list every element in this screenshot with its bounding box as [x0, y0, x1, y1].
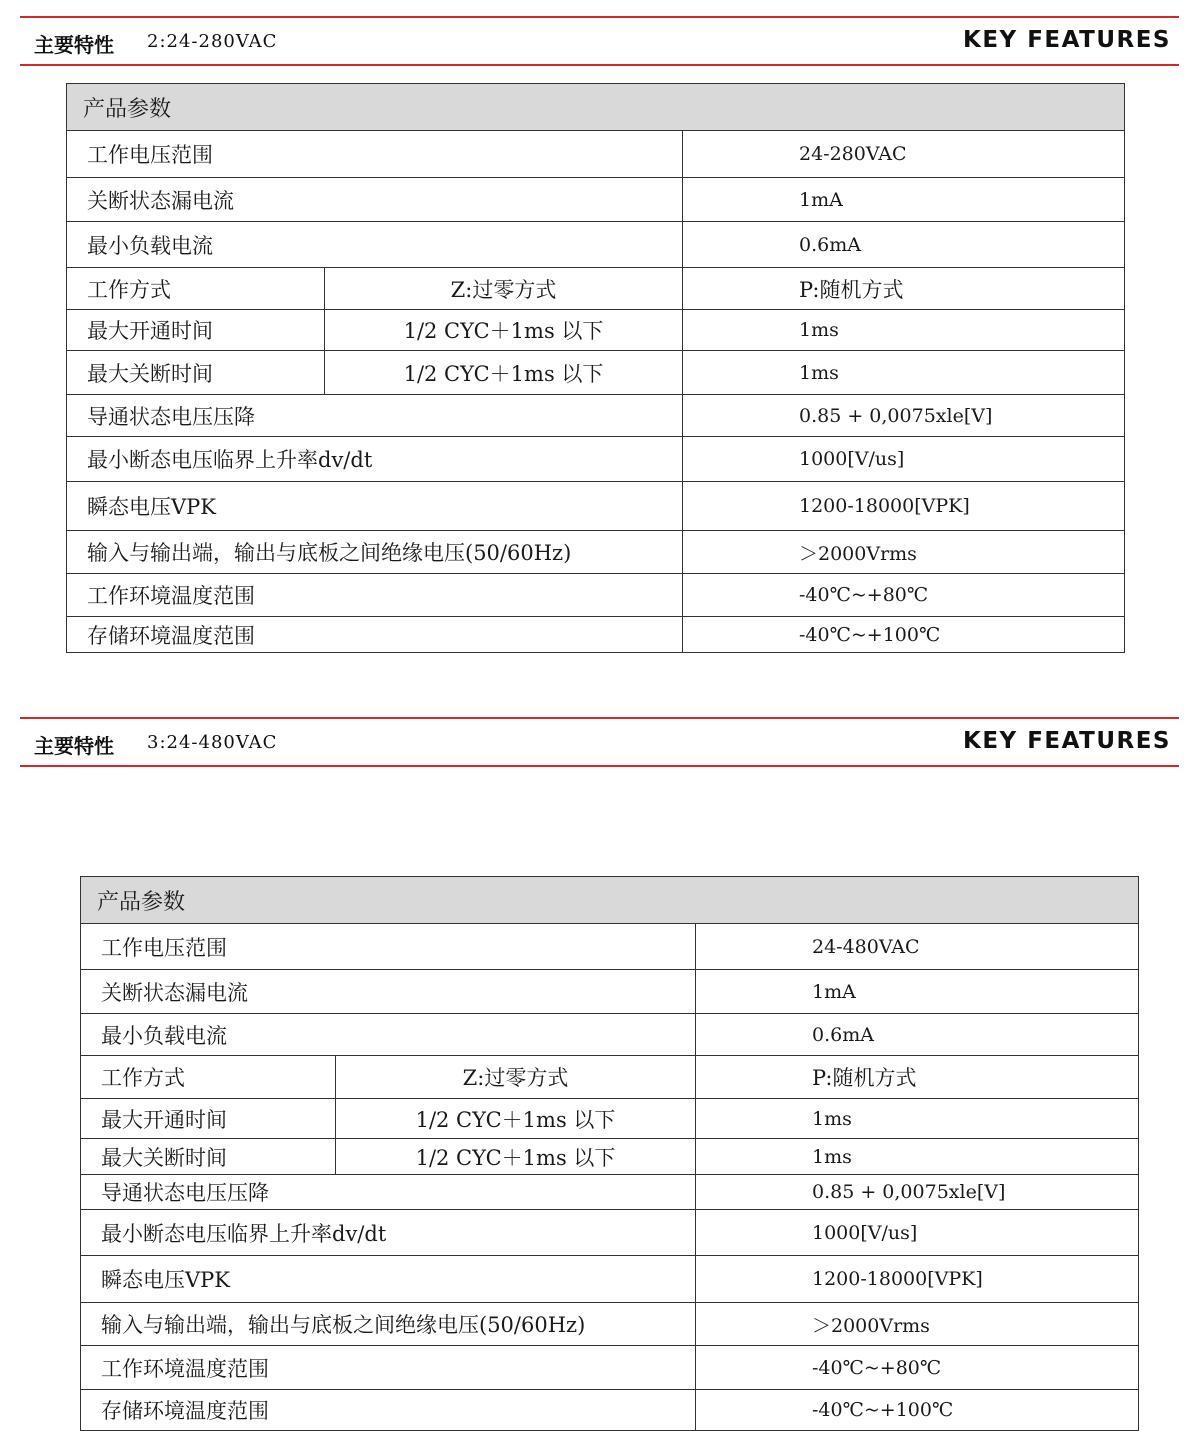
param-label: 工作环境温度范围: [81, 1346, 696, 1390]
param-value: 1200-18000[VPK]: [683, 482, 1125, 531]
param-label: 最小负载电流: [81, 1014, 696, 1056]
param-value: 1200-18000[VPK]: [696, 1256, 1139, 1303]
param-value: P:随机方式: [683, 268, 1125, 310]
param-label: 最小断态电压临界上升率dv/dt: [81, 1210, 696, 1256]
param-label: 工作方式: [67, 268, 325, 310]
table-row: [67, 437, 1125, 482]
section-title: 主要特性: [34, 734, 114, 758]
table-row: [81, 1303, 1139, 1346]
params-table-1: [66, 83, 1125, 653]
param-label: 最小负载电流: [67, 222, 683, 268]
table-row: [81, 1139, 1139, 1175]
table-row: [67, 395, 1125, 437]
table-row: [67, 222, 1125, 268]
header-top-rule: [20, 16, 1179, 18]
table-row: [67, 531, 1125, 574]
table-row: [81, 1014, 1139, 1056]
header-bottom-rule: [20, 64, 1179, 66]
param-value: 0.6mA: [683, 222, 1125, 268]
param-mid: 1/2 CYC＋1ms 以下: [336, 1139, 696, 1175]
param-value: ＞2000Vrms: [683, 531, 1125, 574]
param-value: 0.85 + 0,0075xle[V]: [683, 395, 1125, 437]
header-top-rule: [20, 717, 1179, 719]
param-label: 关断状态漏电流: [67, 178, 683, 222]
param-value: 1000[V/us]: [683, 437, 1125, 482]
table-row: [81, 1346, 1139, 1390]
param-value: 0.85 + 0,0075xle[V]: [696, 1175, 1139, 1210]
table-header-row: [81, 877, 1139, 924]
param-label: 导通状态电压压降: [81, 1175, 696, 1210]
param-label: 关断状态漏电流: [81, 970, 696, 1014]
param-value: 24-480VAC: [696, 924, 1139, 970]
param-label: 工作方式: [81, 1056, 336, 1099]
param-mode-z: Z:过零方式: [336, 1056, 696, 1099]
table-row: [67, 268, 1125, 310]
param-label: 最大开通时间: [67, 310, 325, 351]
key-features-label: KEY FEATURES: [963, 27, 1171, 53]
param-mid: 1/2 CYC＋1ms 以下: [336, 1099, 696, 1139]
param-value: -40℃~+100℃: [696, 1390, 1139, 1431]
param-label: 最小断态电压临界上升率dv/dt: [67, 437, 683, 482]
table-row: [81, 1390, 1139, 1431]
param-mode-z: Z:过零方式: [325, 268, 683, 310]
param-value: 1mA: [696, 970, 1139, 1014]
param-label: 导通状态电压压降: [67, 395, 683, 437]
table-row: [81, 1256, 1139, 1303]
table-row: [67, 178, 1125, 222]
table-header-row: [67, 84, 1125, 131]
table-row: [81, 970, 1139, 1014]
param-value: 1ms: [683, 351, 1125, 395]
table-row: [67, 482, 1125, 531]
section-1-header: [20, 16, 1179, 66]
param-value: 0.6mA: [696, 1014, 1139, 1056]
table-row: [67, 351, 1125, 395]
table-row: [67, 310, 1125, 351]
param-value: -40℃~+80℃: [683, 574, 1125, 617]
table-row: [67, 131, 1125, 178]
param-value: -40℃~+80℃: [696, 1346, 1139, 1390]
param-label: 最大开通时间: [81, 1099, 336, 1139]
param-label: 输入与输出端，输出与底板之间绝缘电压(50/60Hz): [67, 531, 683, 574]
params-table-2: [80, 876, 1139, 1431]
model-label: 2:24-280VAC: [147, 31, 278, 52]
table-header-cell: 产品参数: [67, 84, 1125, 131]
section-title: 主要特性: [34, 33, 114, 57]
param-value: 1ms: [696, 1139, 1139, 1175]
param-value: 1ms: [683, 310, 1125, 351]
param-label: 工作电压范围: [67, 131, 683, 178]
header-bottom-rule: [20, 765, 1179, 767]
param-label: 最大关断时间: [67, 351, 325, 395]
param-label: 输入与输出端，输出与底板之间绝缘电压(50/60Hz): [81, 1303, 696, 1346]
param-label: 工作电压范围: [81, 924, 696, 970]
param-label: 工作环境温度范围: [67, 574, 683, 617]
param-value: 1000[V/us]: [696, 1210, 1139, 1256]
param-value: ＞2000Vrms: [696, 1303, 1139, 1346]
table-row: [81, 1175, 1139, 1210]
section-2-header: [20, 717, 1179, 767]
table-row: [81, 1099, 1139, 1139]
table-row: [81, 1056, 1139, 1099]
param-mid: 1/2 CYC＋1ms 以下: [325, 310, 683, 351]
key-features-label: KEY FEATURES: [963, 728, 1171, 754]
table-row: [67, 617, 1125, 653]
param-label: 存储环境温度范围: [87, 623, 255, 648]
table-header-cell: 产品参数: [81, 877, 1139, 924]
param-label: 最大关断时间: [81, 1139, 336, 1175]
param-mid: 1/2 CYC＋1ms 以下: [325, 351, 683, 395]
param-value: P:随机方式: [696, 1056, 1139, 1099]
param-value: 1ms: [696, 1099, 1139, 1139]
param-value: 24-280VAC: [683, 131, 1125, 178]
param-label: 存储环境温度范围: [101, 1399, 269, 1423]
model-label: 3:24-480VAC: [147, 732, 278, 753]
table-row: [81, 924, 1139, 970]
table-row: [81, 1210, 1139, 1256]
param-value: -40℃~+100℃: [683, 617, 1125, 653]
param-label: 瞬态电压VPK: [67, 482, 683, 531]
param-label: 瞬态电压VPK: [81, 1256, 696, 1303]
table-row: [67, 574, 1125, 617]
param-value: 1mA: [683, 178, 1125, 222]
